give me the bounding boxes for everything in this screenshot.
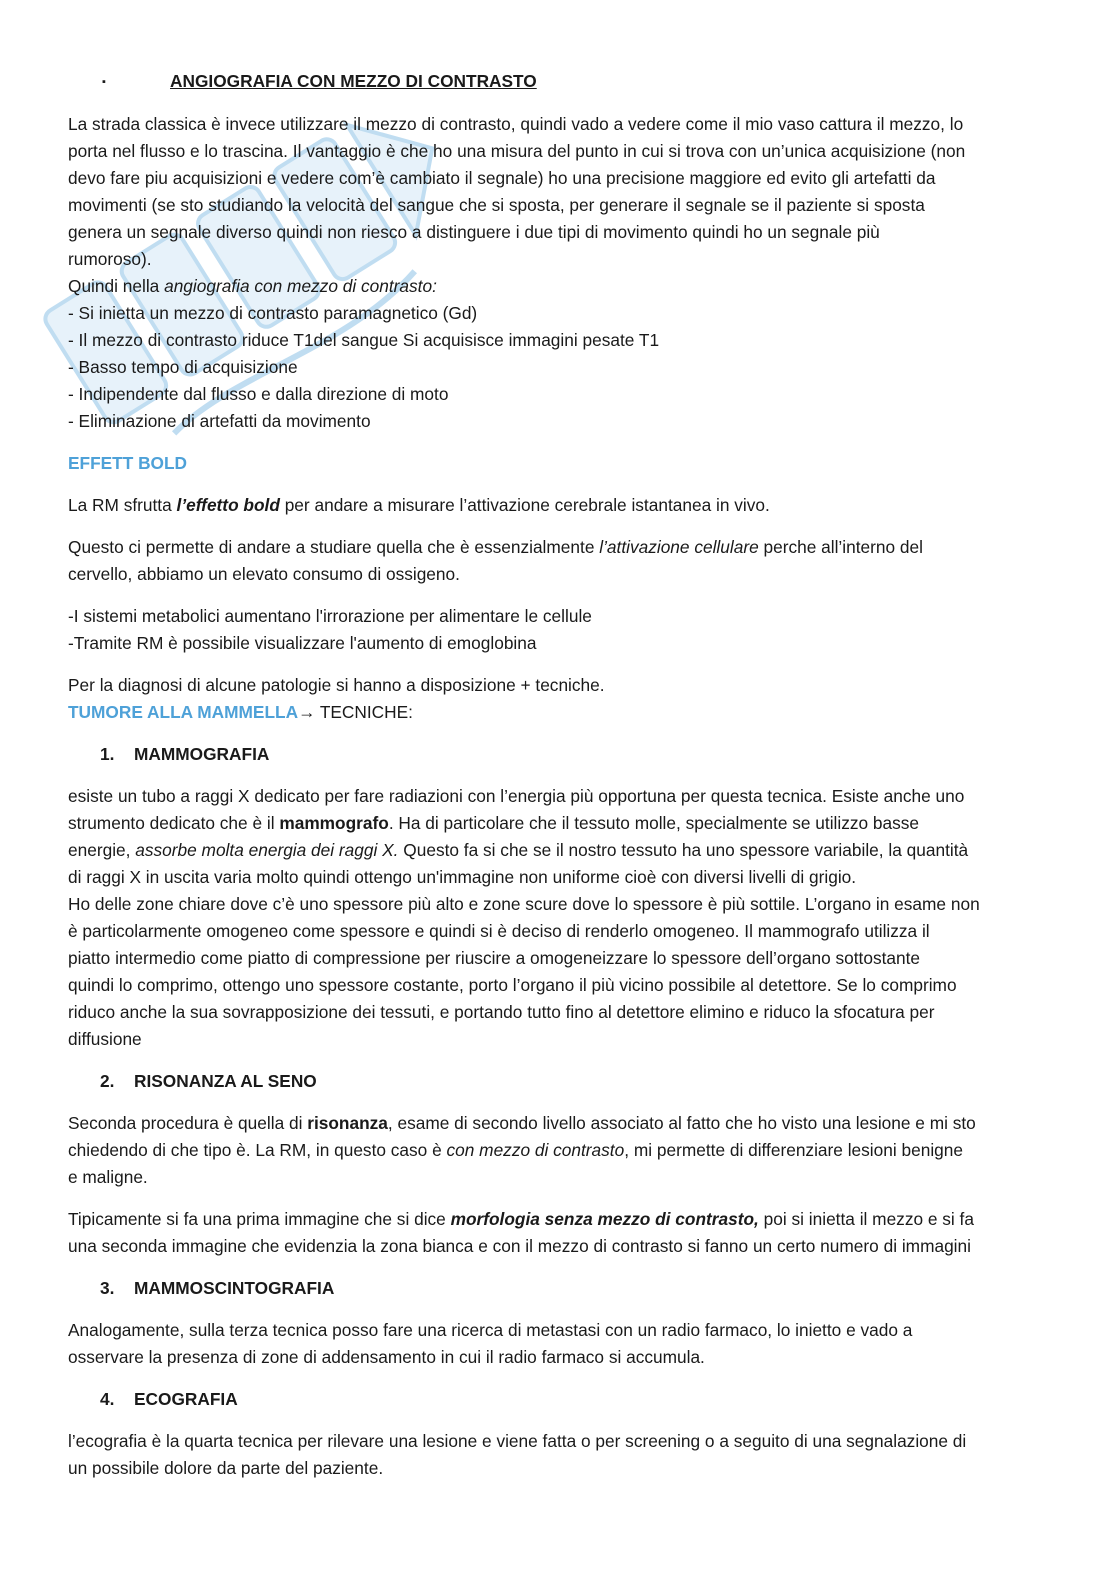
text-line: Ho delle zone chiare dove c’è uno spessore più alto e zone scure dove lo spessore è più sottile. L’organo in esame non	[68, 894, 980, 914]
text-run: Questo ci permette di andare a studiare quella che è essenzialmente	[68, 537, 600, 557]
list-item: - Il mezzo di contrasto riduce T1del sangue Si acquisisce immagini pesate T1	[68, 330, 660, 350]
heading-title: MAMMOSCINTOGRAFIA	[134, 1278, 335, 1298]
text-run: per andare a misurare l’attivazione cerebrale istantanea in vivo.	[279, 495, 770, 515]
text-run-bold: risonanza	[307, 1113, 388, 1133]
angio-paragraph	[68, 111, 1058, 435]
list-item: - Basso tempo di acquisizione	[68, 357, 298, 377]
list-item: -Tramite RM è possibile visualizzare l'aumento di emoglobina	[68, 633, 537, 653]
text-line: diffusione	[68, 1029, 142, 1049]
mammografia-paragraph	[68, 783, 1058, 1053]
tumore-label: TUMORE ALLA MAMMELLA	[68, 702, 299, 722]
text-run: Tipicamente si fa una prima immagine che si dice	[68, 1209, 451, 1229]
text-line: quindi lo comprimo, ottengo uno spessore costante, porto l’organo il più vicino possibile al detettore. Se lo comprimo	[68, 975, 957, 995]
text-line: Analogamente, sulla terza tecnica posso fare una ricerca di metastasi con un radio farmaco, lo inietto e vado a	[68, 1320, 913, 1340]
text-run-bold-italic: l’effetto bold	[176, 495, 280, 515]
text-line	[68, 1206, 1058, 1233]
numbered-heading	[68, 741, 1058, 768]
text-run: poi si inietta il mezzo e si fa	[758, 1209, 974, 1229]
text-run: TECNICHE:	[315, 702, 413, 722]
text-line: l’ecografia è la quarta tecnica per rilevare una lesione e viene fatta o per screening o a seguito di una segnalazione di	[68, 1431, 967, 1451]
text-line: cervello, abbiamo un elevato consumo di ossigeno.	[68, 564, 460, 584]
text-run-bold-italic: morfologia senza mezzo di contrasto,	[450, 1209, 759, 1229]
text-run-italic: angiografia con mezzo di contrasto:	[164, 276, 437, 296]
section-heading: ANGIOGRAFIA CON MEZZO DI CONTRASTO	[170, 71, 537, 91]
text-line	[68, 273, 1058, 300]
numbered-heading	[68, 1386, 1058, 1413]
text-run: La RM sfrutta	[68, 495, 177, 515]
text-run-italic: assorbe molta energia dei raggi X.	[135, 840, 399, 860]
text-line: è particolarmente omogeneo come spessore e quindi si è deciso di renderlo omogeneo. Il mammografo utilizza il	[68, 921, 930, 941]
text-line: di raggi X in uscita varia molto quindi ottengo un'immagine non uniforme cioè con diversi livelli di grigio.	[68, 867, 857, 887]
heading-number: 1.	[100, 744, 115, 764]
text-line: rumoroso).	[68, 249, 152, 269]
text-run: strumento dedicato che è il	[68, 813, 280, 833]
numbered-heading	[68, 1068, 1058, 1095]
text-line: genera un segnale diverso quindi non riesco a distinguere i due tipi di movimento quindi ho un segnale più	[68, 222, 880, 242]
arrow-right-icon: →	[298, 702, 316, 722]
text-line: una seconda immagine che evidenzia la zona bianca e con il mezzo di contrasto si fanno un certo numero di immagini	[68, 1236, 971, 1256]
angio-heading	[68, 68, 1058, 96]
list-item: -I sistemi metabolici aumentano l'irrorazione per alimentare le cellule	[68, 606, 592, 626]
text-line: riduco anche la sua sovrapposizione dei tessuti, e portando tutto fino al detettore elimino e riduco la sfocatura per	[68, 1002, 935, 1022]
text-run: Quindi nella	[68, 276, 165, 296]
text-run: , esame di secondo livello associato al fatto che ho visto una lesione e mi sto	[387, 1113, 976, 1133]
heading-title: MAMMOGRAFIA	[134, 744, 270, 764]
section-heading: EFFETT BOLD	[68, 453, 188, 473]
text-line: un possibile dolore da parte del paziente.	[68, 1458, 384, 1478]
text-run: Seconda procedura è quella di	[68, 1113, 308, 1133]
text-line	[68, 810, 1058, 837]
text-line	[68, 534, 1058, 561]
text-run: perche all’interno del	[758, 537, 923, 557]
text-run: , mi permette di differenziare lesioni benigne	[624, 1140, 963, 1160]
text-run: Questo fa si che se il nostro tessuto ha uno spessore variabile, la quantità	[398, 840, 969, 860]
text-run-italic: l’attivazione cellulare	[599, 537, 759, 557]
text-line: devo fare piu acquisizioni e vedere com’è cambiato il segnale) ho una precisione maggiore ed evito gli artefatti da	[68, 168, 936, 188]
heading-number: 3.	[100, 1278, 115, 1298]
text-line	[68, 1110, 1058, 1137]
list-item: - Eliminazione di artefatti da movimento	[68, 411, 371, 431]
text-line: e maligne.	[68, 1167, 148, 1187]
heading-title: ECOGRAFIA	[134, 1389, 238, 1409]
text-run-italic: con mezzo di contrasto	[446, 1140, 625, 1160]
bullet-square-icon: ▪	[102, 76, 106, 88]
list-item: - Si inietta un mezzo di contrasto paramagnetico (Gd)	[68, 303, 478, 323]
text-run: . Ha di particolare che il tessuto molle, specialmente se utilizzo basse	[388, 813, 920, 833]
text-line: La strada classica è invece utilizzare il mezzo di contrasto, quindi vado a vedere come il mio vaso cattura il mezzo, lo	[68, 114, 964, 134]
text-line	[68, 1137, 1058, 1164]
text-run: chiedendo di che tipo è. La RM, in questo caso è	[68, 1140, 447, 1160]
text-line: movimenti (se sto studiando la velocità del sangue che si sposta, per generare il segnale se il paziente si sposta	[68, 195, 925, 215]
text-line: porta nel flusso e lo trascina. Il vantaggio è che ho una misura del punto in cui si trova con un’unica acquisizione (non	[68, 141, 966, 161]
text-line	[68, 492, 1058, 519]
heading-number: 4.	[100, 1389, 115, 1409]
heading-title: RISONANZA AL SENO	[134, 1071, 317, 1091]
text-run: energie,	[68, 840, 136, 860]
text-line: piatto intermedio come piatto di compressione per riuscire a omogeneizzare lo spessore dell’organo sottostante	[68, 948, 921, 968]
heading-number: 2.	[100, 1071, 115, 1091]
text-run-bold: mammografo	[279, 813, 389, 833]
text-line: esiste un tubo a raggi X dedicato per fare radiazioni con l’energia più opportuna per questa tecnica. Esiste anche uno	[68, 786, 965, 806]
text-line: osservare la presenza di zone di addensamento in cui il radio farmaco si accumula.	[68, 1347, 705, 1367]
text-line	[68, 699, 1058, 726]
document-page	[68, 68, 1058, 1482]
text-line	[68, 837, 1058, 864]
list-item: - Indipendente dal flusso e dalla direzione di moto	[68, 384, 449, 404]
text-line: Per la diagnosi di alcune patologie si hanno a disposizione + tecniche.	[68, 675, 605, 695]
numbered-heading	[68, 1275, 1058, 1302]
